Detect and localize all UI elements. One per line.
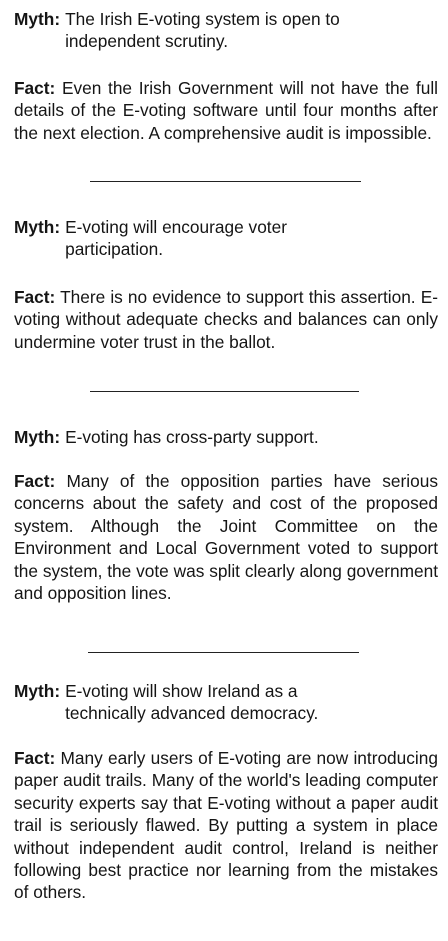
divider [90, 181, 361, 182]
fact-label: Fact: [14, 471, 56, 491]
myth-label: Myth: [14, 217, 61, 237]
fact-text: Many early users of E-voting are now introducing paper audit trails. Many of the world's leading computer security experts say that E-voting without a paper audit trail is seriously flawed. By putting a system in place without independent audit control, Ireland is neither following best practice nor learning from the mistakes of others. [14, 748, 438, 903]
myth-text: E-voting will encourage voter participation. [65, 217, 287, 260]
fact-text: Even the Irish Government will not have the full details of the E-voting software until four months after the next election. A comprehensive audit is impossible. [14, 78, 438, 143]
myth-1 [14, 8, 438, 53]
fact-3 [14, 470, 438, 604]
myth-text: E-voting will show Ireland as a technically advanced democracy. [65, 681, 319, 724]
myth-label: Myth: [14, 681, 61, 701]
myth-text: The Irish E-voting system is open to independent scrutiny. [65, 9, 340, 52]
fact-label: Fact: [14, 748, 56, 768]
fact-1 [14, 77, 438, 144]
fact-label: Fact: [14, 78, 56, 98]
myth-text: E-voting has cross-party support. [65, 427, 319, 447]
fact-2 [14, 286, 438, 353]
myth-label: Myth: [14, 9, 61, 29]
myth-4 [14, 680, 438, 725]
fact-text: Many of the opposition parties have serious concerns about the safety and cost of the proposed system. Although the Joint Committee on the Environment and Local Government voted to support the system, the vote was split clearly along government and opposition lines. [14, 471, 438, 604]
fact-text: There is no evidence to support this assertion. E-voting without adequate checks and balances can only undermine voter trust in the ballot. [14, 287, 438, 352]
divider [90, 391, 359, 392]
fact-label: Fact: [14, 287, 56, 307]
myth-3 [14, 426, 438, 448]
fact-4 [14, 747, 438, 904]
divider [88, 652, 359, 653]
myth-2 [14, 216, 438, 261]
myth-label: Myth: [14, 427, 61, 447]
